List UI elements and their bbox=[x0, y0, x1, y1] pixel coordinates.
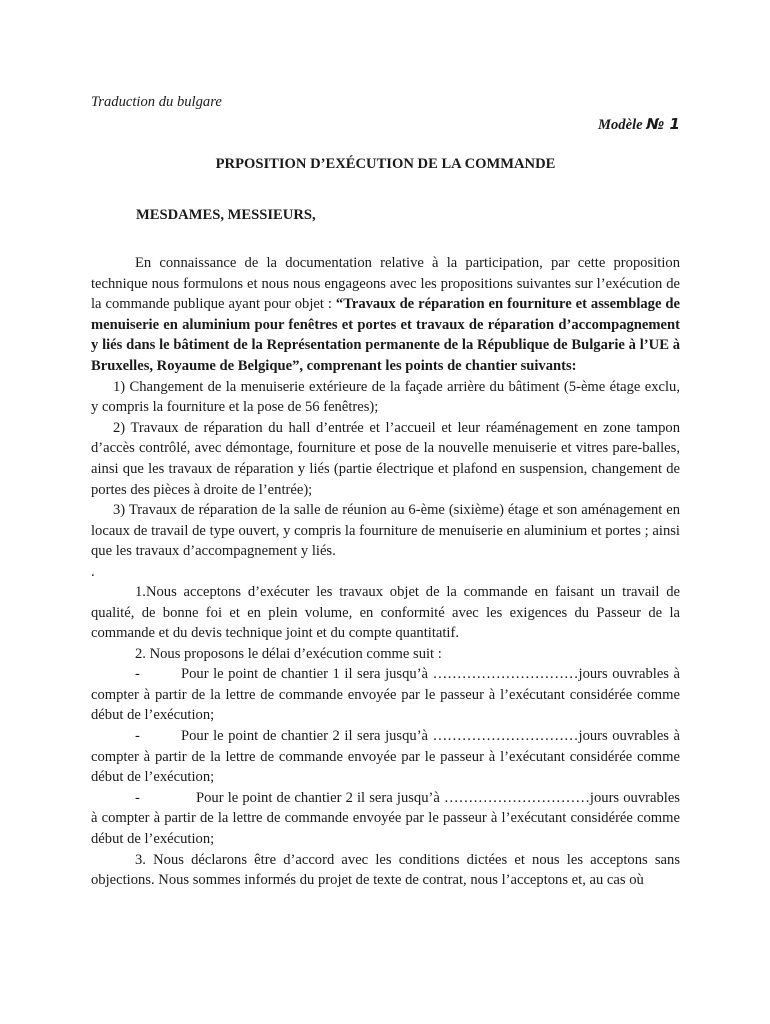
deadline-dash: - bbox=[135, 728, 140, 745]
paragraph-2: 2. Nous proposons le délai d’exécution comme suit : bbox=[135, 645, 442, 662]
document-page bbox=[91, 92, 680, 891]
model-number: № 1 bbox=[646, 115, 680, 133]
salutation: MESDAMES, MESSIEURS, bbox=[136, 207, 316, 223]
translation-note: Traduction du bulgare bbox=[91, 94, 222, 110]
separator-dot: . bbox=[91, 563, 95, 580]
deadline-dash: - bbox=[135, 789, 140, 806]
intro-paragraph bbox=[91, 253, 680, 377]
paragraph-1: 1.Nous acceptons d’exécuter les travaux objet de la commande en faisant un travail de qualité, de bonne foi et en plein volume, en conformité avec les exigences du Passeur de la commande et du devis technique joint et du compte quantitatif. bbox=[91, 583, 680, 642]
deadline-item-1 bbox=[91, 664, 680, 726]
deadline-item-3 bbox=[91, 788, 680, 850]
deadline-text: Pour le point de chantier 2 il sera jusqu’à …………………………jours ouvrables à compter à partir de la lettre de commande envoyée par le passeur à l’exécutant considérée comme début de l’exécution; bbox=[91, 728, 680, 786]
work-item-3: 3) Travaux de réparation de la salle de réunion au 6-ème (sixième) étage et son aménagement en locaux de travail de type ouvert, y compris la fourniture de menuiserie en aluminium et portes ; ainsi que les travaux d’accompagnement y liés. bbox=[91, 502, 680, 560]
deadline-text: Pour le point de chantier 2 il sera jusqu’à …………………………jours ouvrables à compter à partir de la lettre de commande envoyée par le passeur à l’exécutant considérée comme début de l’exécution; bbox=[91, 789, 680, 848]
paragraph-3: 3. Nous déclarons être d’accord avec les conditions dictées et nous les acceptons sans objections. Nous sommes informés du projet de texte de contrat, nous l’acceptons et, au cas où bbox=[91, 851, 680, 889]
deadline-item-2 bbox=[91, 726, 680, 788]
work-item-1: 1) Changement de la menuiserie extérieure de la façade arrière du bâtiment (5-ème étage exclu, y compris la fourniture et la pose de 56 fenêtres); bbox=[91, 378, 680, 416]
deadline-dash: - bbox=[135, 666, 140, 683]
work-item-2: 2) Travaux de réparation du hall d’entrée et l’accueil et leur réaménagement en zone tampon d’accès contrôlé, avec démontage, fourniture et pose de la nouvelle menuiserie et vitres pare-balles, ainsi que les travaux de réparation y liés (partie électrique et plafond en suspension, changement de portes des pièces à droite de l’entrée); bbox=[91, 419, 680, 498]
intro-subject: “Travaux de réparation en fourniture et assemblage de menuiserie en aluminium pour fenêtres et portes et travaux de réparation d’accompagnement y liés dans le bâtiment de la Représentation permanente de la République de Bulgarie à l’UE à Bruxelles, Royaume de Belgique”, comprenant les points de chantier suivants: bbox=[91, 296, 680, 374]
document-title: PRPOSITION D’EXÉCUTION DE LA COMMANDE bbox=[215, 156, 556, 172]
model-label: Modèle bbox=[598, 117, 643, 133]
deadline-text: Pour le point de chantier 1 il sera jusqu’à …………………………jours ouvrables à compter à partir de la lettre de commande envoyée par le passeur à l’exécutant considérée comme début de l’exécution; bbox=[91, 666, 680, 724]
model-reference bbox=[91, 114, 680, 135]
intro-text: En connaissance de la documentation relative à la participation, par cette proposition technique nous formulons et nous nous engageons avec les propositions suivantes sur l’exécution de la commande publique ayant pour objet : bbox=[91, 255, 680, 313]
